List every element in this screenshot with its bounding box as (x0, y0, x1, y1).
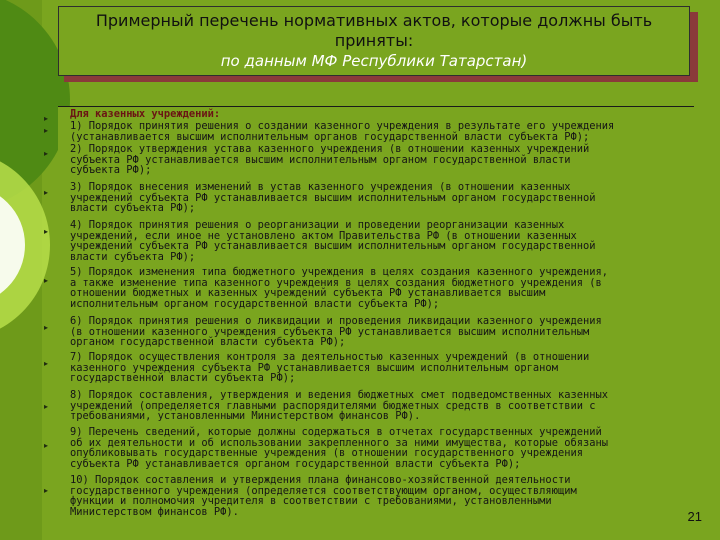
bullet-icon (44, 115, 50, 121)
bullet-icon (44, 277, 50, 283)
title-subtitle: по данным МФ Республики Татарстан) (220, 52, 528, 70)
page-number: 21 (687, 509, 702, 524)
bullet-icon (44, 189, 50, 195)
bullet-icon (44, 228, 50, 234)
list-item-4: 4) Порядок принятия решения о реорганизации и проведении реорганизации казенных учреждений, если иное не установлено актом Правительства РФ (в отношении казенных учреждений субъекта РФ устанавливается высшим исполнительным органом государственной власти субъекта РФ); (70, 219, 596, 263)
title-line-2: приняты: (334, 31, 414, 50)
list-item-9: 9) Перечень сведений, которые должны содержаться в отчетах государственных учреждений об их деятельности и об использовании закрепленного за ними имущества, которые обязаны опубликовывать государственные учреждения (в отношении государственного учреждения субъекта РФ устанавливается органом государственной власти субъекта РФ); (70, 426, 608, 470)
list-heading: Для казенных учреждений: (70, 108, 221, 120)
list-item-10: 10) Порядок составления и утверждения плана финансово-хозяйственной деятельности государственного учреждения (определяется соответствующим органом, осуществляющим функции и полномочия учредителя в соответствии с требованиями, установленными Министерством финансов РФ). (70, 474, 577, 518)
bullet-icon (44, 403, 50, 409)
bullet-icon (44, 487, 50, 493)
title-box (58, 6, 690, 76)
title-line-1: Примерный перечень нормативных актов, которые должны быть (95, 11, 653, 30)
list-item-3: 3) Порядок внесения изменений в устав казенного учреждения (в отношении казенных учреждений субъекта РФ устанавливается высшим исполнительным органом государственной власти субъекта РФ); (70, 181, 596, 215)
list-item-1: 1) Порядок принятия решения о создании казенного учреждения в результате его учреждения (устанавливается высшим исполнительным органов государственной власти субъекта РФ); (70, 120, 615, 143)
bullet-icon (44, 150, 50, 156)
list-item-7: 7) Порядок осуществления контроля за деятельностью казенных учреждений (в отношении казенного учреждения субъекта РФ устанавливается высшим исполнительным органом государственной власти субъекта РФ); (70, 351, 590, 385)
bullet-icon (44, 324, 50, 330)
list-item-5: 5) Порядок изменения типа бюджетного учреждения в целях создания казенного учреждения, а также изменение типа казенного учреждения в целях создания бюджетного учреждения (в отношении бюджетных и казенных учреждений субъекта РФ устанавливается высшим исполнительным органом государственной власти субъекта РФ); (70, 266, 608, 310)
bullet-icon (44, 442, 50, 448)
content-area (58, 106, 694, 535)
bullet-icon (44, 127, 50, 133)
list-item-8: 8) Порядок составления, утверждения и ведения бюджетных смет подведомственных казенных учреждений (определяется главными распорядителями бюджетных средств в соответствии с требованиями, установленными Министерством финансов РФ). (70, 389, 608, 423)
bullet-icon (44, 360, 50, 366)
list-item-2: 2) Порядок утверждения устава казенного учреждения (в отношении казенных учреждений субъекта РФ устанавливается высшим исполнительным органом государственной власти субъекта РФ); (70, 143, 590, 177)
list-item-6: 6) Порядок принятия решения о ликвидации и проведения ликвидации казенного учреждения (в отношении казенного учреждения субъекта РФ устанавливается высшим исполнительным органом государственной власти субъекта РФ); (70, 315, 602, 349)
